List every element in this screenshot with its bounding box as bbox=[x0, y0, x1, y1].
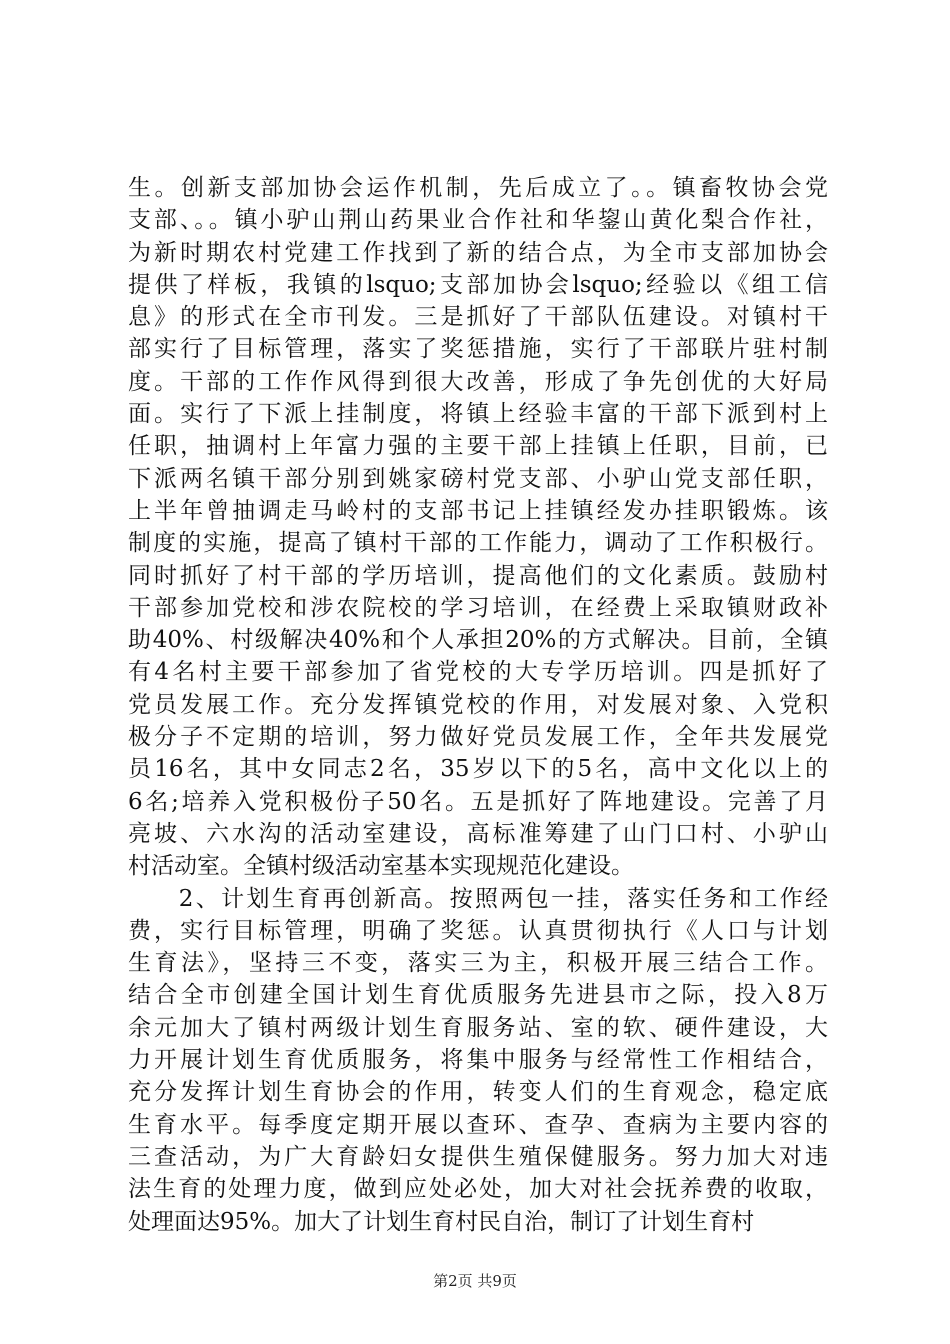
text-line: 2、计划生育再创新高。按照两包一挂，落实任务和工作经 bbox=[128, 885, 828, 912]
text-line: 上半年曾抽调走马岭村的支部书记上挂镇经发办挂职锻炼。该 bbox=[128, 497, 828, 524]
text-line: 充分发挥计划生育协会的作用，转变人们的生育观念，稳定底 bbox=[128, 1079, 828, 1106]
text-line: 为新时期农村党建工作找到了新的结合点，为全市支部加协会 bbox=[128, 239, 828, 266]
text-line: 生育水平。每季度定期开展以查环、查孕、查病为主要内容的 bbox=[128, 1111, 828, 1138]
text-line: 结合全市创建全国计划生育优质服务先进县市之际，投入8万 bbox=[128, 982, 828, 1009]
text-line: 三查活动，为广大育龄妇女提供生殖保健服务。努力加大对违 bbox=[128, 1143, 828, 1170]
text-line: 提供了样板，我镇的lsquo;支部加协会lsquo;经验以《组工信 bbox=[128, 271, 828, 298]
text-line: 制度的实施，提高了镇村干部的工作能力，调动了工作积极行。 bbox=[128, 530, 828, 557]
text-line: 党员发展工作。充分发挥镇党校的作用，对发展对象、入党积 bbox=[128, 691, 828, 718]
page-footer: 第2页 共9页 bbox=[433, 1272, 517, 1290]
text-line: 6名;培养入党积极份子50名。五是抓好了阵地建设。完善了月 bbox=[128, 788, 828, 815]
text-line: 息》的形式在全市刊发。三是抓好了干部队伍建设。对镇村干 bbox=[128, 304, 828, 331]
body-text bbox=[128, 172, 828, 1238]
text-line: 有4名村主要干部参加了省党校的大专学历培训。四是抓好了 bbox=[128, 659, 828, 686]
text-line: 村活动室。全镇村级活动室基本实现规范化建设。 bbox=[128, 853, 634, 880]
text-line: 度。干部的工作作风得到很大改善，形成了争先创优的大好局 bbox=[128, 368, 828, 395]
text-line: 费，实行目标管理，明确了奖惩。认真贯彻执行《人口与计划 bbox=[128, 917, 828, 944]
text-line: 生育法》，坚持三不变，落实三为主，积极开展三结合工作。 bbox=[128, 950, 828, 977]
text-line: 极分子不定期的培训，努力做好党员发展工作，全年共发展党 bbox=[128, 724, 828, 751]
text-line: 任职，抽调村上年富力强的主要干部上挂镇上任职，目前，已 bbox=[128, 433, 828, 460]
text-line: 亮坡、六水沟的活动室建设，高标准筹建了山门口村、小驴山 bbox=[128, 820, 828, 847]
text-line: 干部参加党校和涉农院校的学习培训，在经费上采取镇财政补 bbox=[128, 594, 828, 621]
text-line: 处理面达95%。加大了计划生育村民自治，制订了计划生育村 bbox=[128, 1208, 755, 1235]
text-line: 力开展计划生育优质服务，将集中服务与经常性工作相结合， bbox=[128, 1047, 828, 1074]
text-line: 余元加大了镇村两级计划生育服务站、室的软、硬件建设，大 bbox=[128, 1014, 828, 1041]
text-line: 下派两名镇干部分别到姚家磅村党支部、小驴山党支部任职， bbox=[128, 465, 828, 492]
text-line: 员16名，其中女同志2名，35岁以下的5名，高中文化以上的 bbox=[128, 756, 828, 783]
text-line: 同时抓好了村干部的学历培训，提高他们的文化素质。鼓励村 bbox=[128, 562, 828, 589]
text-line: 支部、。。镇小驴山荆山药果业合作社和华鋆山黄化梨合作社， bbox=[128, 207, 828, 234]
text-line: 面。实行了下派上挂制度，将镇上经验丰富的干部下派到村上 bbox=[128, 401, 828, 428]
text-line: 部实行了目标管理，落实了奖惩措施，实行了干部联片驻村制 bbox=[128, 336, 828, 363]
text-line: 生。创新支部加协会运作机制，先后成立了。。镇畜牧协会党 bbox=[128, 175, 828, 201]
text-line: 助40%、村级解决40%和个人承担20%的方式解决。目前，全镇 bbox=[128, 627, 828, 654]
text-line: 法生育的处理力度，做到应处必处，加大对社会抚养费的收取， bbox=[128, 1176, 828, 1203]
